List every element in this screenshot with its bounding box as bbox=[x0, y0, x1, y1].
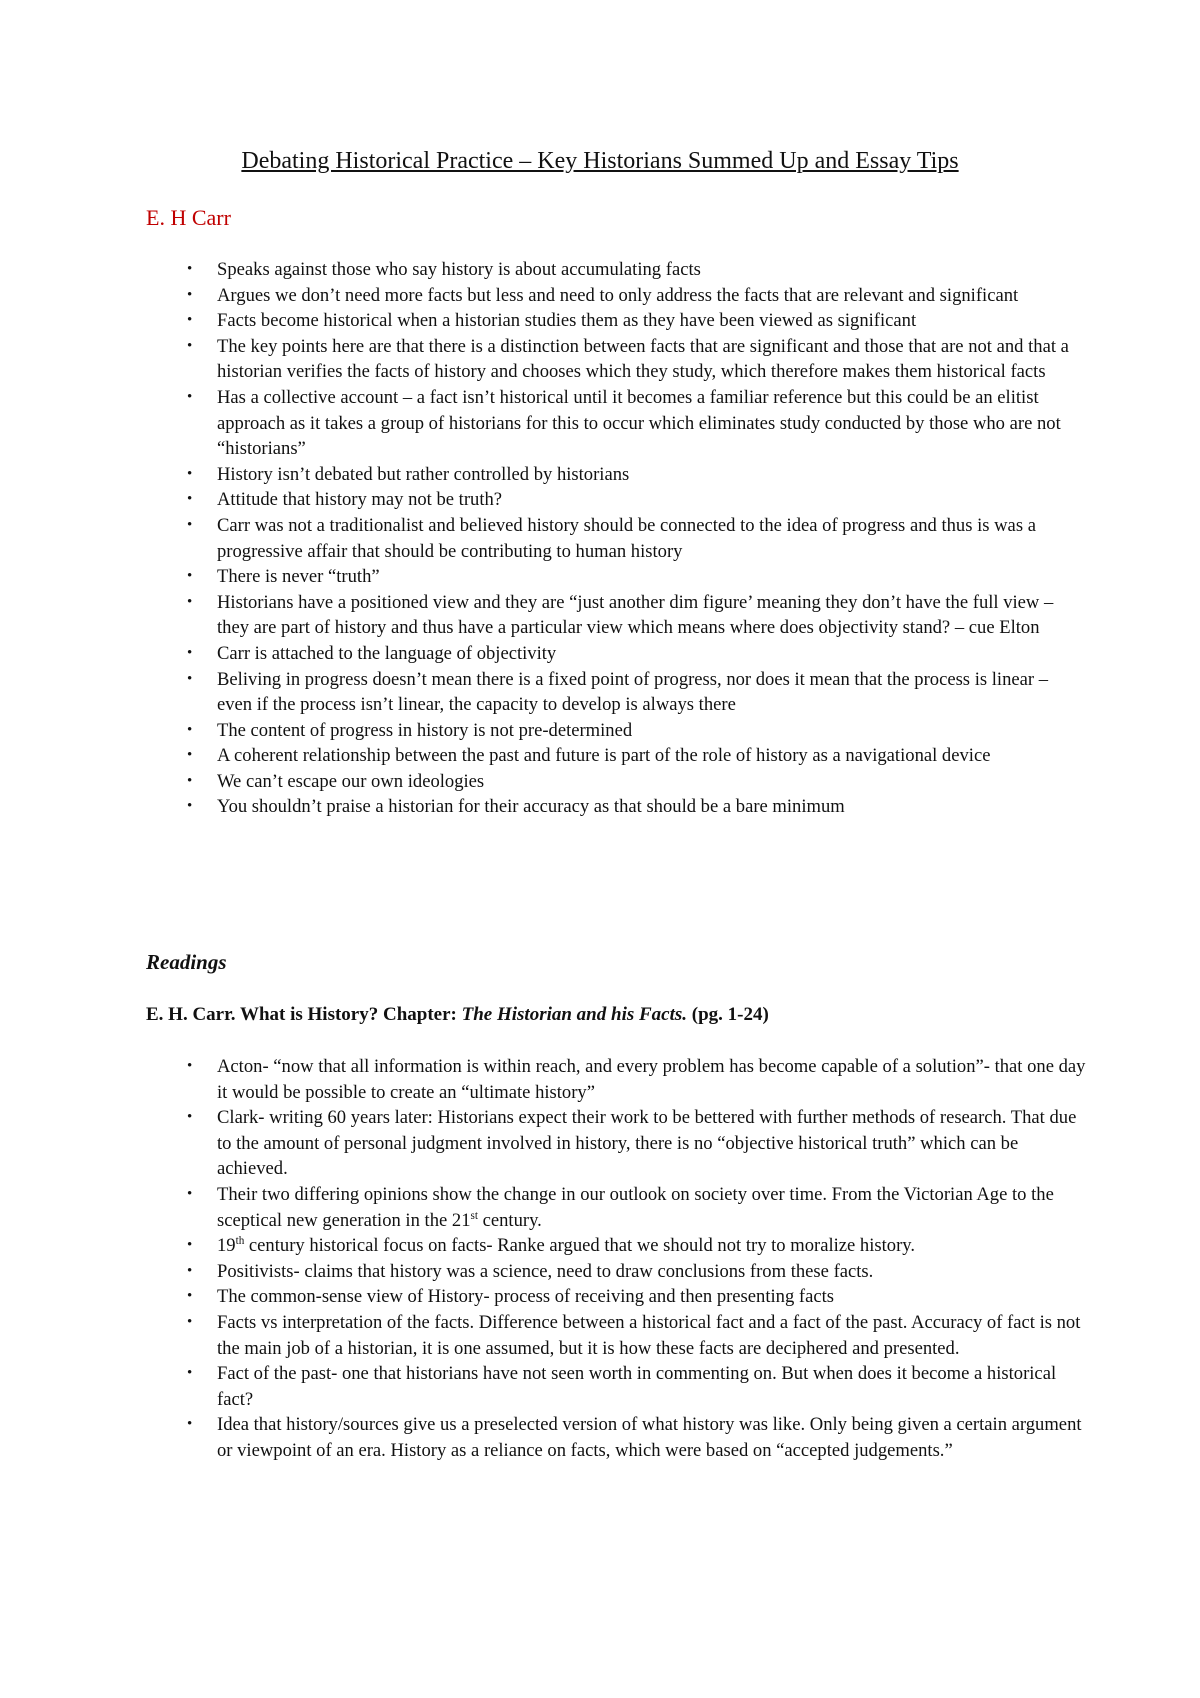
document-title: Debating Historical Practice – Key Historians Summed Up and Essay Tips bbox=[241, 148, 959, 174]
list-item: • History isn’t debated but rather controlled by historians bbox=[217, 462, 1087, 488]
list-item: • A coherent relationship between the past and future is part of the role of history as a navigational device bbox=[217, 743, 1087, 769]
citation-chapter-title: The Historian and his Facts. bbox=[461, 1004, 688, 1025]
list-item: • Acton- “now that all information is within reach, and every problem has become capable of a solution”- that one day it would be possible to create an “ultimate history” bbox=[217, 1054, 1087, 1105]
list-item: • Facts become historical when a historian studies them as they have been viewed as significant bbox=[217, 308, 1087, 334]
list-item: • Beliving in progress doesn’t mean there is a fixed point of progress, nor does it mean that the process is linear – even if the process isn’t linear, the capacity to develop is always there bbox=[217, 667, 1087, 718]
list-item: • You shouldn’t praise a historian for their accuracy as that should be a bare minimum bbox=[217, 794, 1087, 820]
list-item-text: century historical focus on facts- Ranke argued that we should not try to moralize history. bbox=[244, 1235, 916, 1257]
list-item: • Facts vs interpretation of the facts. Difference between a historical fact and a fact of the past. Accuracy of fact is not the main job of a historian, it is one assumed, but it is how these facts are deciphered and presented. bbox=[217, 1310, 1087, 1361]
list-item: • Speaks against those who say history is about accumulating facts bbox=[217, 257, 1087, 283]
list-item: • Carr was not a traditionalist and believed history should be connected to the idea of progress and thus is was a progressive affair that should be contributing to human history bbox=[217, 513, 1087, 564]
list-item-text: 19 bbox=[217, 1235, 236, 1257]
list-item-text: century. bbox=[477, 1209, 542, 1231]
list-item: • The common-sense view of History- process of receiving and then presenting facts bbox=[217, 1284, 1087, 1310]
list-item: • Clark- writing 60 years later: Historians expect their work to be bettered with further methods of research. That due to the amount of personal judgment involved in history, there is no “objective historical truth” which can be achieved. bbox=[217, 1105, 1087, 1182]
list-item bbox=[217, 1182, 1087, 1233]
list-item: • Idea that history/sources give us a preselected version of what history was like. Only being given a certain argument or viewpoint of an era. History as a reliance on facts, which were based on “accepted judgements.” bbox=[217, 1412, 1087, 1463]
carr-bullet-list bbox=[217, 257, 1087, 820]
section-heading-carr: E. H Carr bbox=[146, 205, 231, 230]
ordinal-suffix: st bbox=[470, 1209, 478, 1222]
list-item: • Carr is attached to the language of objectivity bbox=[217, 641, 1087, 667]
reading-citation bbox=[146, 1004, 769, 1026]
list-item bbox=[217, 1233, 1087, 1259]
ordinal-suffix: th bbox=[235, 1234, 245, 1247]
list-item: • We can’t escape our own ideologies bbox=[217, 769, 1087, 795]
list-item-text: Their two differing opinions show the change in our outlook on society over time. From the Victorian Age to the sceptical new generation in the 21 bbox=[217, 1183, 1054, 1231]
readings-heading: Readings bbox=[146, 950, 227, 974]
citation-prefix: E. H. Carr. What is History? Chapter: bbox=[146, 1004, 462, 1025]
list-item: • Attitude that history may not be truth? bbox=[217, 487, 1087, 513]
list-item: • Has a collective account – a fact isn’t historical until it becomes a familiar reference but this could be an elitist approach as it takes a group of historians for this to occur which eliminates study conducted by those who are not “historians” bbox=[217, 385, 1087, 462]
list-item: • Historians have a positioned view and they are “just another dim figure’ meaning they don’t have the full view – they are part of history and thus have a particular view which means where does objectivity stand? – cue Elton bbox=[217, 590, 1087, 641]
citation-pages: (pg. 1-24) bbox=[687, 1004, 769, 1025]
list-item: • There is never “truth” bbox=[217, 564, 1087, 590]
list-item: • The key points here are that there is a distinction between facts that are significant and those that are not and that a historian verifies the facts of history and chooses which they study, which therefore makes them historical facts bbox=[217, 334, 1087, 385]
list-item: • Argues we don’t need more facts but less and need to only address the facts that are relevant and significant bbox=[217, 283, 1087, 309]
list-item: • Fact of the past- one that historians have not seen worth in commenting on. But when does it become a historical fact? bbox=[217, 1361, 1087, 1412]
readings-bullet-list bbox=[217, 1054, 1087, 1464]
list-item: • Positivists- claims that history was a science, need to draw conclusions from these facts. bbox=[217, 1259, 1087, 1285]
list-item: • The content of progress in history is not pre-determined bbox=[217, 718, 1087, 744]
